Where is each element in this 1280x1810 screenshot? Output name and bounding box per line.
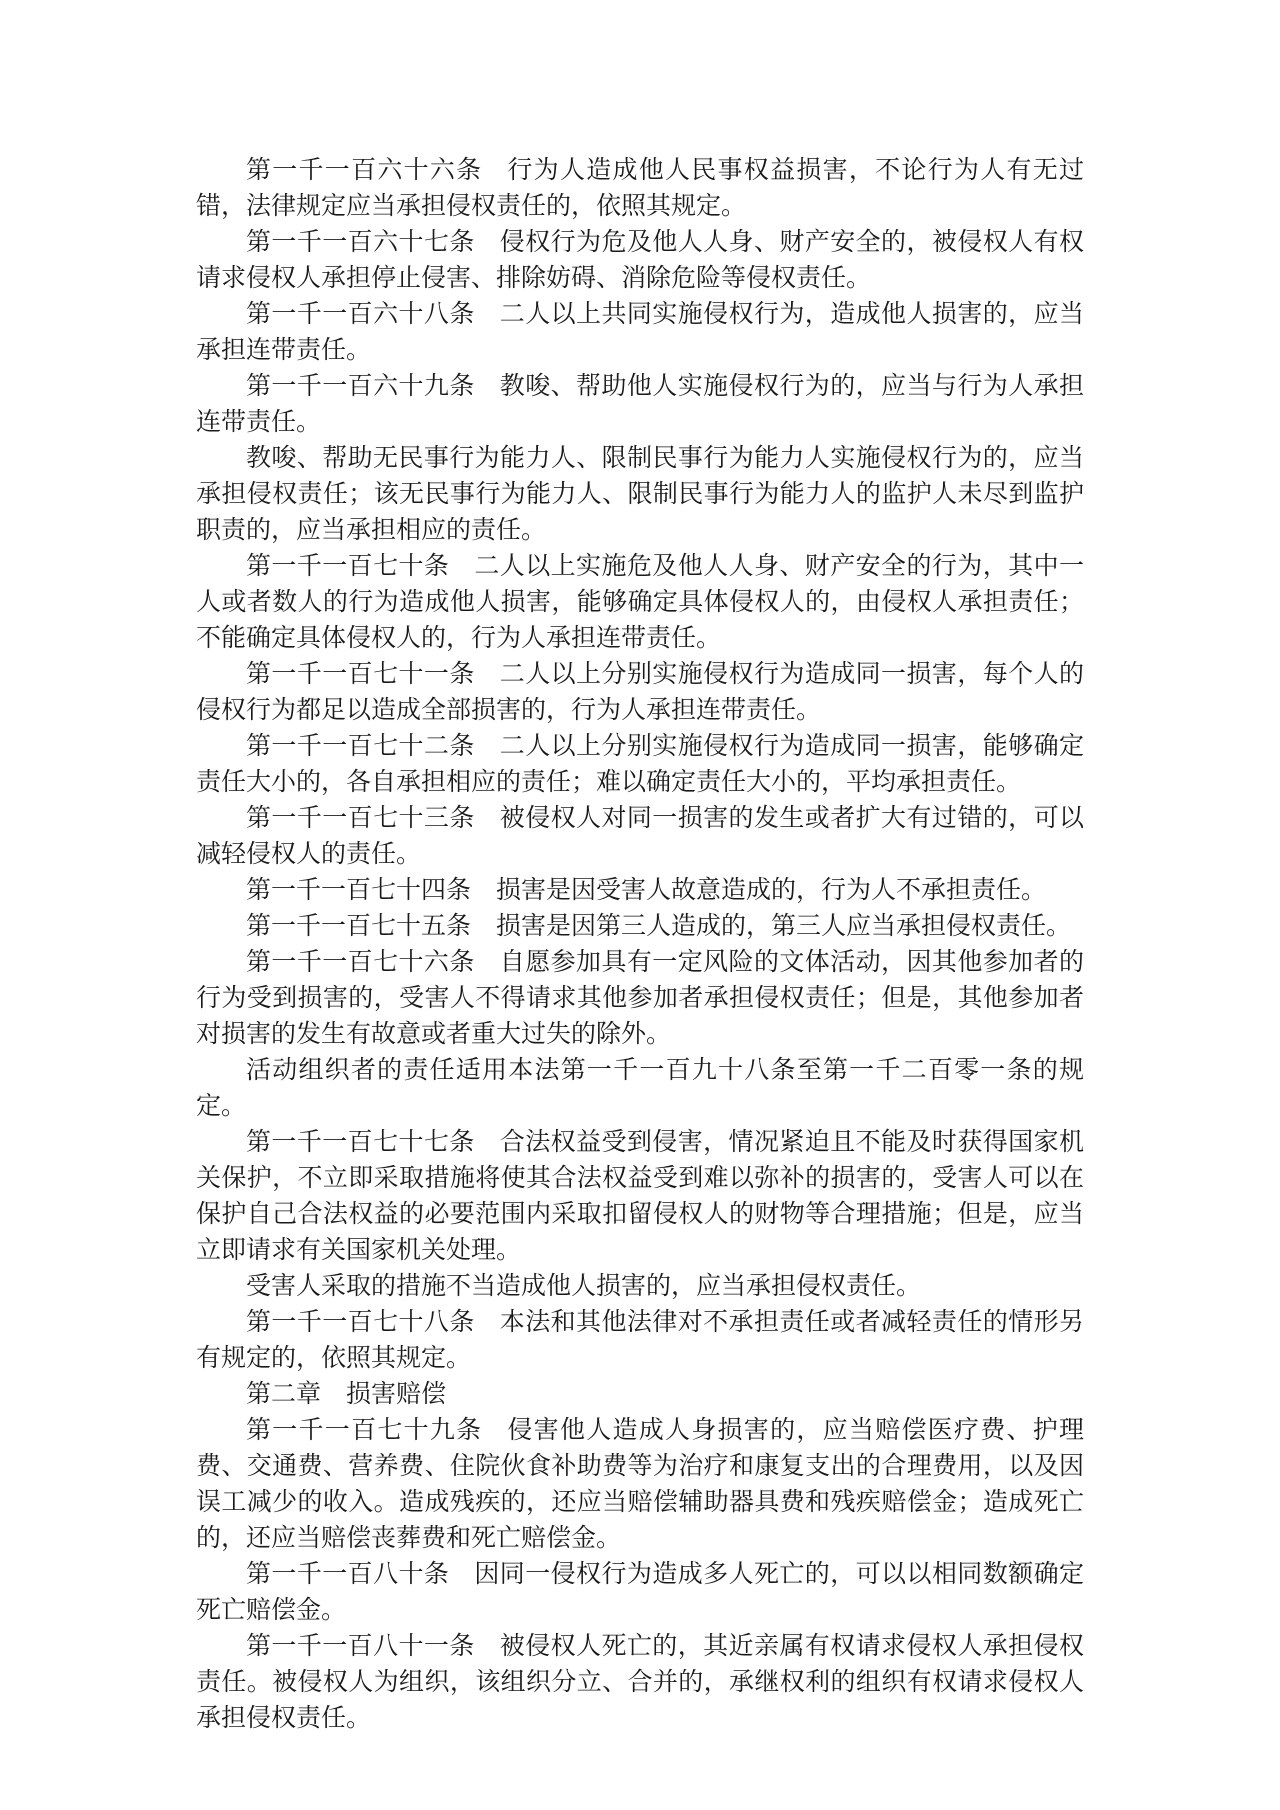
article-text: 二人以上分别实施侵权行为造成同一损害，能够确定责任大小的，各自承担相应的责任；难以确定责任大小的，平均承担责任。 xyxy=(196,731,1084,796)
paragraph-1171 xyxy=(196,656,1084,728)
paragraph-1175 xyxy=(196,908,1084,944)
article-number: 第一千一百七十九条 xyxy=(246,1415,483,1444)
article-text: 二人以上分别实施侵权行为造成同一损害，每个人的侵权行为都足以造成全部损害的，行为人承担连带责任。 xyxy=(196,659,1084,724)
article-text: 合法权益受到侵害，情况紧迫且不能及时获得国家机关保护，不立即采取措施将使其合法权益受到难以弥补的损害的，受害人可以在保护自己合法权益的必要范围内采取扣留侵权人的财物等合理措施；但是，应当立即请求有关国家机关处理。 xyxy=(196,1127,1084,1264)
document-page xyxy=(196,152,1084,1736)
paragraph-1169 xyxy=(196,368,1084,440)
paragraph-1181 xyxy=(196,1628,1084,1736)
paragraph-1166 xyxy=(196,152,1084,224)
article-number: 第一千一百七十三条 xyxy=(246,803,475,832)
article-number: 第一千一百七十一条 xyxy=(246,659,475,688)
paragraph-1173 xyxy=(196,800,1084,872)
article-number: 第一千一百七十四条 xyxy=(246,875,472,904)
paragraph-1170 xyxy=(196,548,1084,656)
article-text: 活动组织者的责任适用本法第一千一百九十八条至第一千二百零一条的规定。 xyxy=(196,1055,1084,1120)
paragraph-1176 xyxy=(196,944,1084,1052)
article-number: 第一千一百七十二条 xyxy=(246,731,475,760)
article-text: 损害是因第三人造成的，第三人应当承担侵权责任。 xyxy=(496,911,1072,940)
article-number: 第一千一百六十八条 xyxy=(246,299,475,328)
article-text: 侵权行为危及他人人身、财产安全的，被侵权人有权请求侵权人承担停止侵害、排除妨碍、消除危险等侵权责任。 xyxy=(196,227,1084,292)
article-number: 第一千一百六十七条 xyxy=(246,227,475,256)
article-number: 第一千一百六十九条 xyxy=(246,371,475,400)
paragraph-1174 xyxy=(196,872,1084,908)
paragraph-1168 xyxy=(196,296,1084,368)
article-text: 教唆、帮助无民事行为能力人、限制民事行为能力人实施侵权行为的，应当承担侵权责任；该无民事行为能力人、限制民事行为能力人的监护人未尽到监护职责的，应当承担相应的责任。 xyxy=(196,443,1084,544)
article-text: 教唆、帮助他人实施侵权行为的，应当与行为人承担连带责任。 xyxy=(196,371,1084,436)
article-text: 因同一侵权行为造成多人死亡的，可以以相同数额确定死亡赔偿金。 xyxy=(196,1559,1084,1624)
chapter-heading xyxy=(196,1376,1084,1412)
article-text: 二人以上实施危及他人人身、财产安全的行为，其中一人或者数人的行为造成他人损害，能够确定具体侵权人的，由侵权人承担责任；不能确定具体侵权人的，行为人承担连带责任。 xyxy=(196,551,1084,652)
paragraph-1177-2 xyxy=(196,1268,1084,1304)
paragraph-1176-2 xyxy=(196,1052,1084,1124)
article-number: 第一千一百七十六条 xyxy=(246,947,475,976)
chapter-number: 第二章 xyxy=(246,1379,322,1408)
article-number: 第一千一百七十条 xyxy=(246,551,450,580)
paragraph-1167 xyxy=(196,224,1084,296)
paragraph-1179 xyxy=(196,1412,1084,1556)
article-text: 行为人造成他人民事权益损害，不论行为人有无过错，法律规定应当承担侵权责任的，依照其规定。 xyxy=(196,155,1084,220)
paragraph-1177 xyxy=(196,1124,1084,1268)
article-text: 侵害他人造成人身损害的，应当赔偿医疗费、护理费、交通费、营养费、住院伙食补助费等为治疗和康复支出的合理费用，以及因误工减少的收入。造成残疾的，还应当赔偿辅助器具费和残疾赔偿金；造成死亡的，还应当赔偿丧葬费和死亡赔偿金。 xyxy=(196,1415,1084,1552)
paragraph-1172 xyxy=(196,728,1084,800)
article-number: 第一千一百七十七条 xyxy=(246,1127,475,1156)
article-number: 第一千一百六十六条 xyxy=(246,155,483,184)
article-text: 损害是因受害人故意造成的，行为人不承担责任。 xyxy=(496,875,1047,904)
paragraph-1178 xyxy=(196,1304,1084,1376)
article-text: 二人以上共同实施侵权行为，造成他人损害的，应当承担连带责任。 xyxy=(196,299,1084,364)
article-number: 第一千一百七十五条 xyxy=(246,911,472,940)
article-number: 第一千一百七十八条 xyxy=(246,1307,475,1336)
article-number: 第一千一百八十一条 xyxy=(246,1631,475,1660)
article-text: 被侵权人死亡的，其近亲属有权请求侵权人承担侵权责任。被侵权人为组织，该组织分立、合并的，承继权利的组织有权请求侵权人承担侵权责任。 xyxy=(196,1631,1084,1732)
article-number: 第一千一百八十条 xyxy=(246,1559,450,1588)
article-text: 被侵权人对同一损害的发生或者扩大有过错的，可以减轻侵权人的责任。 xyxy=(196,803,1084,868)
paragraph-1180 xyxy=(196,1556,1084,1628)
article-text: 本法和其他法律对不承担责任或者减轻责任的情形另有规定的，依照其规定。 xyxy=(196,1307,1084,1372)
chapter-title: 损害赔偿 xyxy=(346,1379,447,1408)
article-text: 自愿参加具有一定风险的文体活动，因其他参加者的行为受到损害的，受害人不得请求其他参加者承担侵权责任；但是，其他参加者对损害的发生有故意或者重大过失的除外。 xyxy=(196,947,1084,1048)
article-text: 受害人采取的措施不当造成他人损害的，应当承担侵权责任。 xyxy=(246,1271,922,1300)
paragraph-1169-2 xyxy=(196,440,1084,548)
